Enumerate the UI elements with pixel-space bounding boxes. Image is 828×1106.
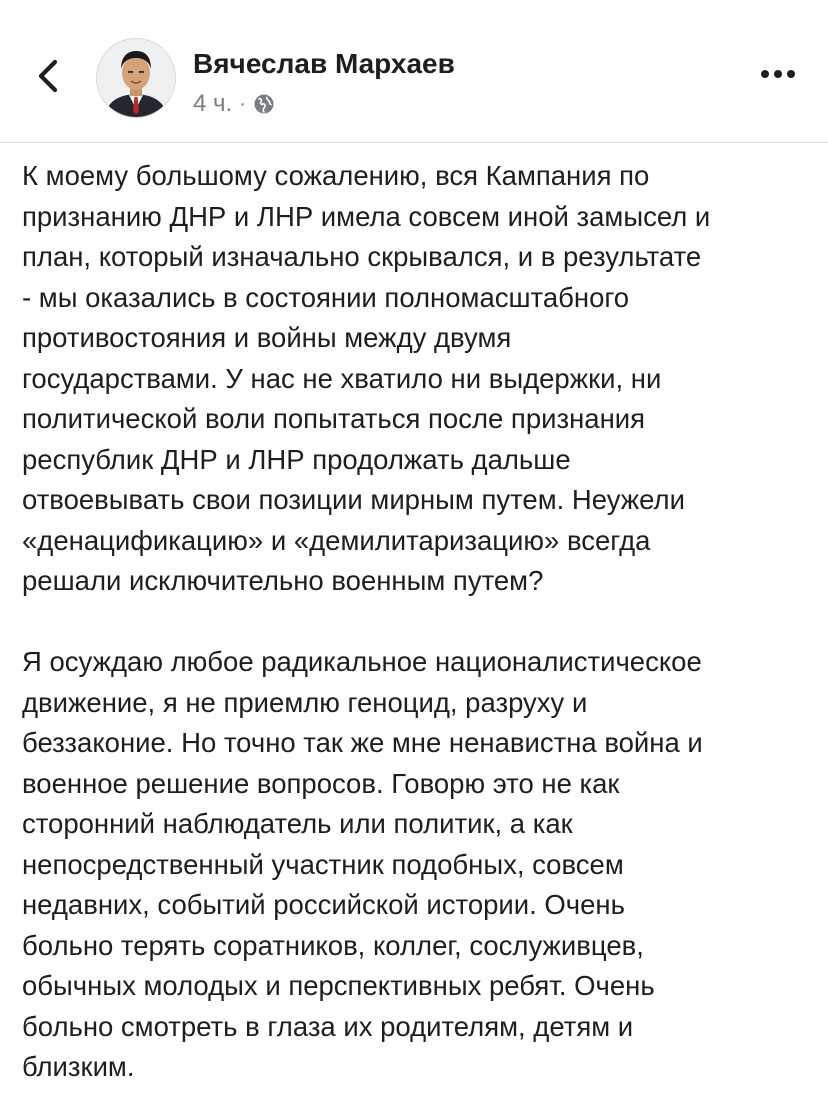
text-line: непосредственный участник подобных, совсем [22, 848, 624, 880]
text-line: признанию ДНР и ЛНР имела совсем иной замысел и [22, 200, 711, 232]
text-line: «денацификацию» и «демилитаризацию» всегда [22, 524, 651, 556]
text-line: больно терять соратников, коллег, сослуживцев, [22, 929, 644, 961]
text-line: политической воли попытаться после признания [22, 403, 646, 434]
text-line: обычных молодых и перспективных ребят. Очень [22, 970, 655, 1001]
globe-icon[interactable] [253, 93, 275, 115]
text-line: движение, я не приемлю геноцид, разруху и [22, 686, 588, 718]
author-name[interactable]: Вячеслав Мархаев [193, 48, 455, 79]
text-line: отвоевывать свои позиции мирным путем. Неужели [22, 484, 685, 515]
text-line: больно смотреть в глаза их родителям, детям и [22, 1010, 634, 1042]
more-options-button[interactable] [756, 62, 800, 86]
text-line: беззаконие. Но точно так же мне ненавистна война и [22, 727, 703, 758]
text-line: недавних, событий российской истории. Очень [22, 889, 625, 920]
text-line: Я осуждаю любое радикальное националистическое [22, 646, 702, 677]
text-line: сторонний наблюдатель или политик, а как [22, 808, 573, 839]
text-line: К моему большому сожалению, вся Кампания по [22, 160, 650, 191]
chevron-left-icon [37, 59, 59, 93]
text-line: противостояния и войны между двумя [22, 322, 512, 353]
paragraph-gap [22, 602, 812, 643]
post-text [22, 156, 812, 1088]
text-line: государствами. У нас не хватило ни выдержки, ни [22, 362, 662, 394]
text-line: республик ДНР и ЛНР продолжать дальше [22, 443, 571, 475]
text-line: - мы оказались в состоянии полномасштабного [22, 281, 630, 313]
post-meta [193, 90, 275, 118]
meta-separator: · [239, 92, 246, 115]
ellipsis-horizontal-icon [760, 69, 796, 79]
text-line: военное решение вопросов. Говорю это не как [22, 767, 620, 799]
text-line: план, который изначально скрывался, и в результате [22, 241, 702, 272]
post-header [0, 0, 828, 143]
post-paragraph [22, 642, 812, 1088]
post-time[interactable]: 4 ч. [193, 90, 233, 117]
avatar[interactable] [96, 38, 176, 118]
text-line: близким. [22, 1051, 135, 1082]
author-photo [97, 39, 175, 117]
post-paragraph [22, 156, 812, 602]
back-button[interactable] [28, 52, 68, 100]
text-line: решали исключительно военным путем? [22, 565, 544, 596]
